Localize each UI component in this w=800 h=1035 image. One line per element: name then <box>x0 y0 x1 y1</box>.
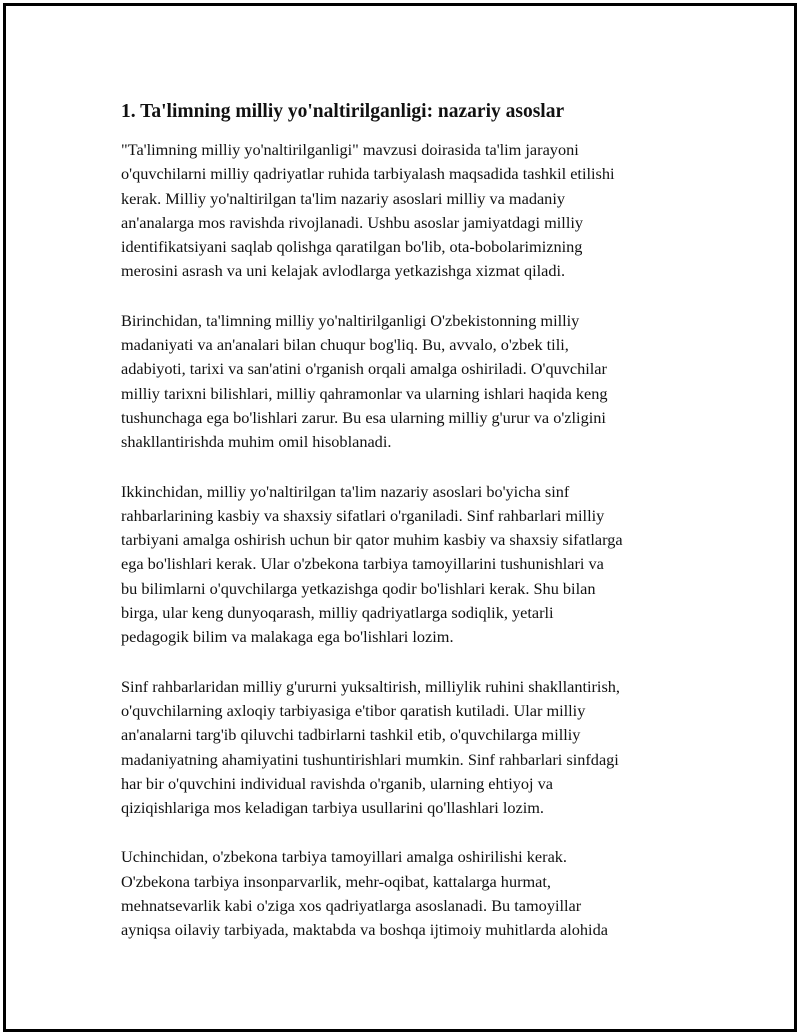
text-line: identifikatsiyani saqlab qolishga qaratilgan bo'lib, ota-bobolarimizning <box>121 237 583 257</box>
text-line: Birinchidan, ta'limning milliy yo'naltirilganligi O'zbekistonning milliy <box>121 310 580 330</box>
paragraph-first-point <box>121 309 699 455</box>
text-line: O'zbekona tarbiya insonparvarlik, mehr-oqibat, kattalarga hurmat, <box>121 871 551 891</box>
text-line: o'quvchilarning axloqiy tarbiyasiga e'tibor qaratish kutiladi. Ular milliy <box>121 700 586 720</box>
text-line: shakllantirishda muhim omil hisoblanadi. <box>121 432 392 452</box>
text-line: har bir o'quvchini individual ravishda o'rganib, ularning ehtiyoj va <box>121 773 553 793</box>
text-line: an'analarni targ'ib qiluvchi tadbirlarni tashkil etib, o'quvchilarga milliy <box>121 725 581 745</box>
paragraph-second-point <box>121 480 699 650</box>
document-content <box>121 98 699 968</box>
text-line: rahbarlarining kasbiy va shaxsiy sifatlari o'rganiladi. Sinf rahbarlari milliy <box>121 505 605 525</box>
text-line: kerak. Milliy yo'naltirilgan ta'lim nazariy asoslari milliy va madaniy <box>121 188 565 208</box>
text-line: Sinf rahbarlaridan milliy g'ururni yuksaltirish, milliylik ruhini shakllantirish, <box>121 676 620 696</box>
text-line: ayniqsa oilaviy tarbiyada, maktabda va boshqa ijtimoiy muhitlarda alohida <box>121 920 608 940</box>
text-line: ega bo'lishlari kerak. Ular o'zbekona tarbiya tamoyillarini tushunishlari va <box>121 554 604 574</box>
text-line: qiziqishlariga mos keladigan tarbiya usullarini qo'llashlari lozim. <box>121 798 544 818</box>
text-line: adabiyoti, tarixi va san'atini o'rganish orqali amalga oshiriladi. O'quvchilar <box>121 359 607 379</box>
text-line: mehnatsevarlik kabi o'ziga xos qadriyatlarga asoslanadi. Bu tamoyillar <box>121 896 582 916</box>
page-frame <box>3 3 797 1032</box>
text-line: bu bilimlarni o'quvchilarga yetkazishga qodir bo'lishlari kerak. Shu bilan <box>121 578 596 598</box>
paragraph-third-point <box>121 845 699 942</box>
text-line: milliy tarixni bilishlari, milliy qahramonlar va ularning ishlari haqida keng <box>121 383 608 403</box>
text-line: pedagogik bilim va malakaga ega bo'lishlari lozim. <box>121 627 454 647</box>
text-line: o'quvchilarni milliy qadriyatlar ruhida tarbiyalash maqsadida tashkil etilishi <box>121 164 615 184</box>
text-line: tushunchaga ega bo'lishlari zarur. Bu esa ularning milliy g'urur va o'zligini <box>121 407 606 427</box>
paragraph-teacher-expectations <box>121 675 699 821</box>
text-line: madaniyatning ahamiyatini tushuntirishlari mumkin. Sinf rahbarlari sinfdagi <box>121 749 619 769</box>
text-line: "Ta'limning milliy yo'naltirilganligi" mavzusi doirasida ta'lim jarayoni <box>121 140 579 159</box>
text-line: an'analarga mos ravishda rivojlanadi. Ushbu asoslar jamiyatdagi milliy <box>121 212 584 232</box>
text-line: Ikkinchidan, milliy yo'naltirilgan ta'lim nazariy asoslari bo'yicha sinf <box>121 481 570 501</box>
text-line: Uchinchidan, o'zbekona tarbiya tamoyillari amalga oshirilishi kerak. <box>121 847 568 867</box>
text-line: tarbiyani amalga oshirish uchun bir qator muhim kasbiy va shaxsiy sifatlarga <box>121 530 623 550</box>
text-line: merosini asrash va uni kelajak avlodlarga yetkazishga xizmat qiladi. <box>121 261 566 281</box>
paragraph-intro <box>121 138 699 284</box>
section-heading: 1. Ta'limning milliy yo'naltirilganligi: nazariy asoslar <box>121 101 565 122</box>
text-line: birga, ular keng dunyoqarash, milliy qadriyatlarga sodiqlik, yetarli <box>121 603 554 623</box>
text-line: madaniyati va an'analari bilan chuqur bog'liq. Bu, avvalo, o'zbek tili, <box>121 335 569 355</box>
